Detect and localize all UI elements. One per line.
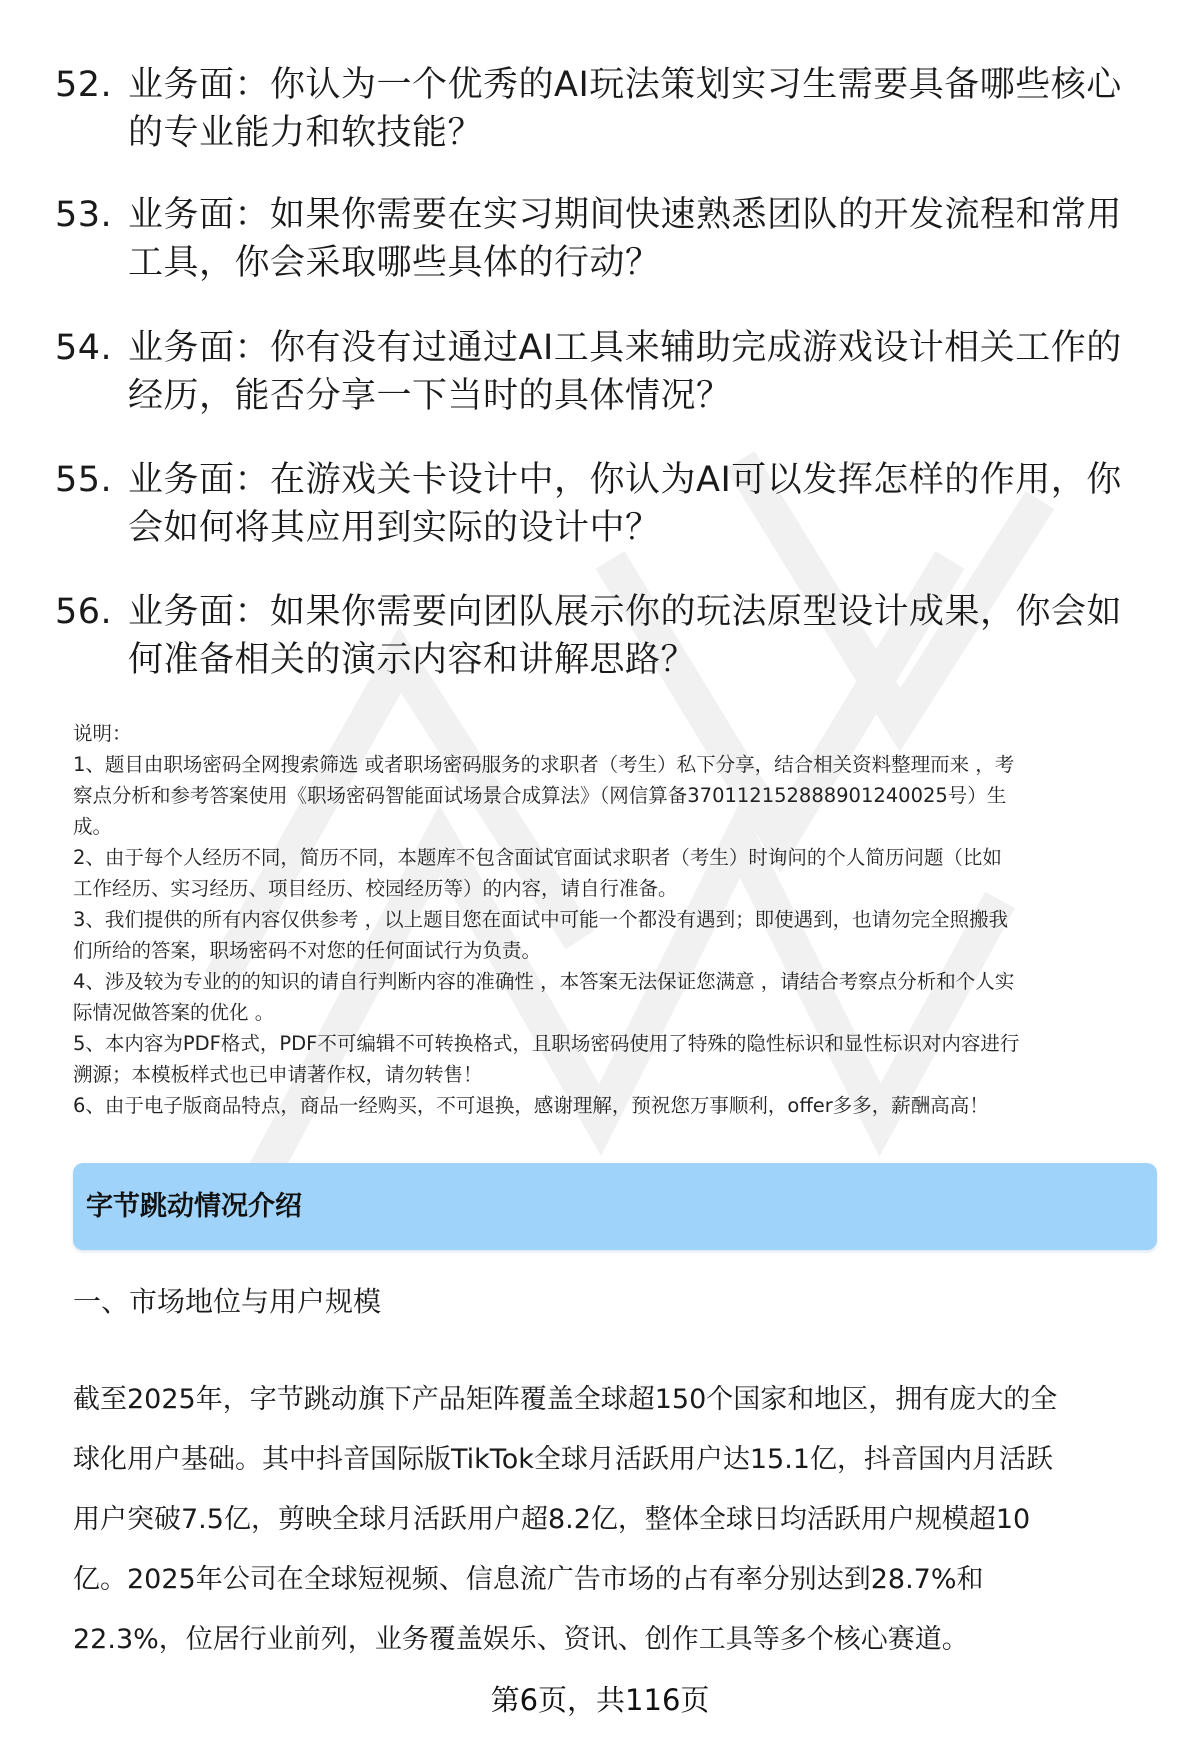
question-number: 56. (55, 592, 113, 632)
section-paragraph (73, 1370, 1163, 1670)
question-number: 52. (55, 65, 113, 105)
note-line: 成。 (73, 815, 113, 838)
section-subheading: 一、市场地位与用户规模 (73, 1285, 382, 1318)
question-text-line: 会如何将其应用到实际的设计中？ (128, 508, 661, 548)
question-number: 54. (55, 328, 113, 368)
paragraph-line: 用户突破7.5亿，剪映全球月活跃用户超8.2亿，整体全球日均活跃用户规模超10 (73, 1504, 1031, 1535)
question-text-line: 业务面：你认为一个优秀的AI玩法策划实习生需要具备哪些核心 (128, 65, 1122, 105)
note-line: 5、本内容为PDF格式，PDF不可编辑不可转换格式，且职场密码使用了特殊的隐性标识和显性标识对内容进行 (73, 1032, 1020, 1055)
note-line: 3、我们提供的所有内容仅供参考 ，以上题目您在面试中可能一个都没有遇到；即使遇到，也请勿完全照搬我 (73, 908, 1009, 931)
note-line: 工作经历、实习经历、项目经历、校园经历等）的内容，请自行准备。 (73, 877, 678, 900)
question-53 (55, 191, 1145, 287)
note-line: 溯源；本模板样式也已申请著作权，请勿转售！ (73, 1063, 483, 1086)
question-52 (55, 61, 1145, 157)
paragraph-line: 截至2025年，字节跳动旗下产品矩阵覆盖全球超150个国家和地区，拥有庞大的全 (73, 1384, 1058, 1415)
question-text-line: 经历，能否分享一下当时的具体情况？ (128, 376, 732, 416)
question-text-line: 业务面：如果你需要在实习期间快速熟悉团队的开发流程和常用 (128, 195, 1123, 235)
note-line: 察点分析和参考答案使用《职场密码智能面试场景合成算法》（网信算备370112152888901240025号）生 (73, 784, 1007, 807)
note-line: 6、由于电子版商品特点，商品一经购买，不可退换，感谢理解，预祝您万事顺利，offer多多，薪酬高高！ (73, 1094, 989, 1117)
note-line: 4、涉及较为专业的的知识的请自行判断内容的准确性 ，本答案无法保证您满意 ，请结合考察点分析和个人实 (73, 970, 1015, 993)
question-text-line: 的专业能力和软技能？ (128, 113, 484, 153)
notes-heading: 说明： (73, 722, 132, 745)
note-line: 1、题目由职场密码全网搜索筛选 或者职场密码服务的求职者（考生）私下分享，结合相关资料整理而来 ，考 (73, 753, 1015, 776)
paragraph-line: 亿。2025年公司在全球短视频、信息流广告市场的占有率分别达到28.7%和 (73, 1564, 984, 1595)
paragraph-line: 22.3%，位居行业前列，业务覆盖娱乐、资讯、创作工具等多个核心赛道。 (73, 1624, 969, 1655)
question-number: 55. (55, 460, 113, 500)
note-line: 际情况做答案的优化 。 (73, 1001, 275, 1024)
question-56 (55, 588, 1145, 684)
question-number: 53. (55, 195, 113, 235)
question-text-line: 何准备相关的演示内容和讲解思路？ (128, 640, 697, 680)
note-line: 们所给的答案，职场密码不对您的任何面试行为负责。 (73, 939, 542, 962)
question-text-line: 业务面：如果你需要向团队展示你的玩法原型设计成果，你会如 (128, 592, 1123, 632)
question-text-line: 业务面：在游戏关卡设计中，你认为AI可以发挥怎样的作用，你 (128, 460, 1122, 500)
section-header-box (73, 1163, 1157, 1250)
disclaimer-notes (73, 718, 1163, 1121)
section-title: 字节跳动情况介绍 (86, 1191, 302, 1222)
question-54 (55, 324, 1145, 420)
question-text-line: 工具，你会采取哪些具体的行动？ (128, 243, 661, 283)
paragraph-line: 球化用户基础。其中抖音国际版TikTok全球月活跃用户达15.1亿，抖音国内月活跃 (73, 1444, 1053, 1475)
question-text-line: 业务面：你有没有过通过AI工具来辅助完成游戏设计相关工作的 (128, 328, 1122, 368)
page-indicator: 第6页，共116页 (490, 1683, 710, 1717)
note-line: 2、由于每个人经历不同，简历不同，本题库不包含面试官面试求职者（考生）时询问的个人简历问题（比如 (73, 846, 1002, 869)
question-55 (55, 456, 1145, 552)
